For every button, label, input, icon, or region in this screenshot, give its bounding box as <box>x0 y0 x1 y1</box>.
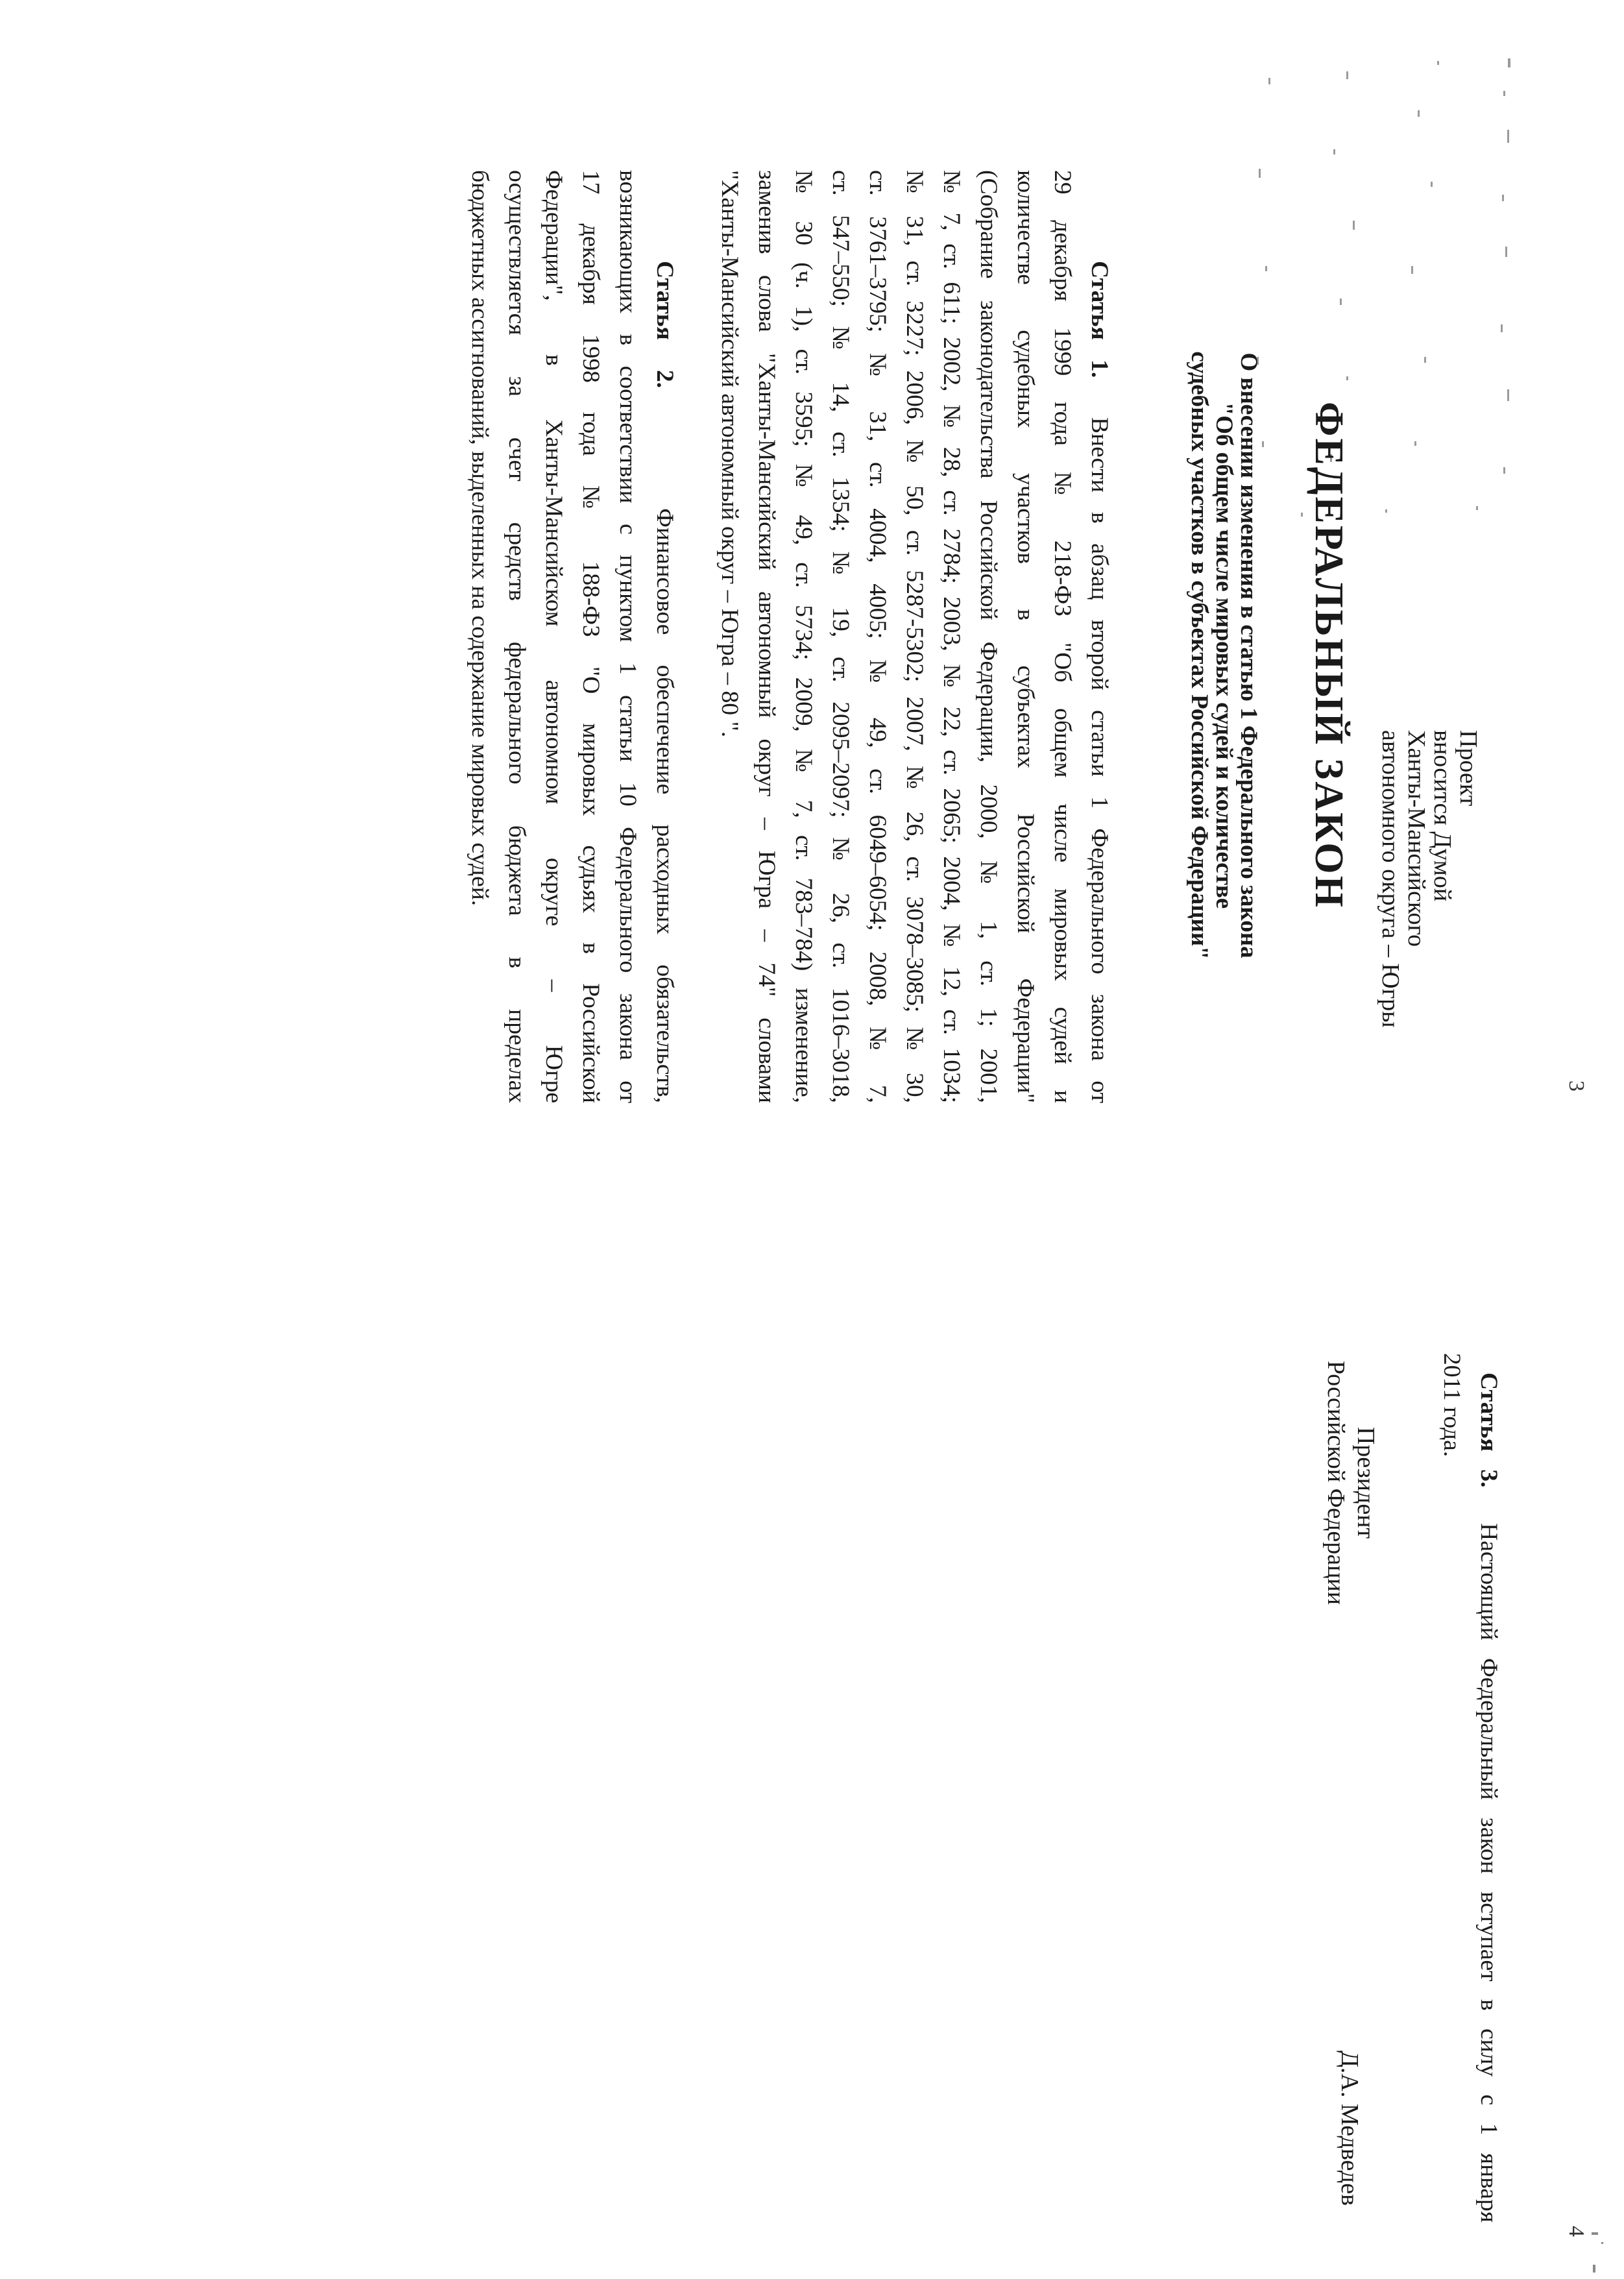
article-2-text-line: осуществляется за счет средств федерального бюджета в пределах <box>503 170 530 1103</box>
article-1-label: Статья 1. <box>1086 261 1113 378</box>
article-1-text-line: Внести в абзац второй статьи 1 Федерального закона от <box>1086 417 1113 1104</box>
subtitle-line-3: судебных участков в субъектах Российской Федерации" <box>1186 351 1213 960</box>
article-3-first-line <box>1470 1353 1507 2223</box>
article-2-label: Статья 2. <box>651 261 678 389</box>
article-1-text-line: № 7, ст. 611; 2002, № 28, ст. 2784; 2003, № 22, ст. 2065; 2004, № 12, ст. 1034; <box>938 170 965 1103</box>
page-number-right: 4 <box>1564 2226 1588 2237</box>
article-3-text-line: 2011 года. <box>1438 1353 1465 1457</box>
scan-speck <box>1601 2242 1603 2244</box>
scan-speck <box>1592 2232 1598 2235</box>
article-2-text-line: Финансовое обеспечение расходных обязательств, <box>651 508 678 1103</box>
article-1-text-line: "Ханты-Мансийский автономный округ – Югра – 80 ". <box>716 170 743 738</box>
article-2-text-line: бюджетных ассигнований, выделенных на содержание мировых судей. <box>467 170 493 907</box>
article-2-text-line: 17 декабря 1998 года № 188-ФЗ "О мировых судьях в Российской <box>577 170 604 1103</box>
article-1-text-line: количестве судебных участков в субъектах Российской Федерации" <box>1012 170 1039 1103</box>
scan-speck <box>1593 2265 1595 2273</box>
article-1-text-line: № 31, ст. 3227; 2006, № 50, ст. 5287-5302; 2007, № 26, ст. 3078–3085; № 30, <box>901 170 928 1103</box>
article-1-text-line: ст. 547–550; № 14, ст. 1354; № 19, ст. 2095–2097; № 26, ст. 1016–3018, <box>827 170 854 1103</box>
article-1-text-line: 29 декабря 1999 года № 218-ФЗ "Об общем числе мировых судей и <box>1049 170 1076 1103</box>
article-1-first-line <box>1081 170 1118 1103</box>
article-1-text-line: № 30 (ч. 1), ст. 3595; № 49, ст. 5734; 2009, № 7, ст. 783–784) изменение, <box>790 170 817 1103</box>
article-3 <box>1433 1353 1507 2223</box>
article-2-text-line: Федерации", в Ханты-Мансийском автономном округе – Югре <box>540 170 567 1103</box>
document-subtitle <box>1187 195 1261 1116</box>
project-line-2: вносится Думой <box>1429 730 1456 902</box>
subtitle-line-2: "Об общем числе мировых судей и количестве <box>1211 402 1237 909</box>
project-line-4: автономного округа – Югры <box>1377 730 1404 1028</box>
page-number-left: 3 <box>1564 1080 1588 1091</box>
signature-position-line-1: Президент <box>1352 1426 1379 1539</box>
article-1-text-line: заменив слова "Ханты-Мансийский автономный округ – Югра – 74" словами <box>753 170 780 1103</box>
signature-position <box>1321 1353 1381 1613</box>
project-block <box>1377 730 1481 1067</box>
article-1-text-line: ст. 3761–3795; № 31, ст. 4004, 4005; № 49, ст. 6049–6054; 2008, № 7, <box>864 170 891 1103</box>
signature-position-line-2: Российской Федерации <box>1322 1360 1350 1605</box>
article-1 <box>711 170 1118 1103</box>
article-3-text-line: Настоящий Федеральный закон вступает в силу с 1 января <box>1475 1523 1502 2223</box>
document-title: ФЕДЕРАЛЬНЫЙ ЗАКОН <box>1307 402 1351 909</box>
project-line-1: Проект <box>1455 730 1482 807</box>
subtitle-line-1: О внесении изменения в статью 1 Федерального закона <box>1235 352 1262 958</box>
article-1-text-line: (Собрание законодательства Российской Федерации, 2000, № 1, ст. 1; 2001, <box>975 170 1002 1103</box>
article-2-text-line: возникающих в соответствии с пунктом 1 статьи 10 Федерального закона от <box>614 170 641 1103</box>
article-3-label: Статья 3. <box>1475 1372 1502 1488</box>
project-line-3: Ханты-Мансийского <box>1403 730 1430 947</box>
article-2 <box>461 170 683 1103</box>
faded-stamp-mark <box>1244 52 1517 539</box>
article-2-first-line <box>646 170 683 1103</box>
signature-name: Д.А. Медведев <box>1336 2051 1363 2206</box>
